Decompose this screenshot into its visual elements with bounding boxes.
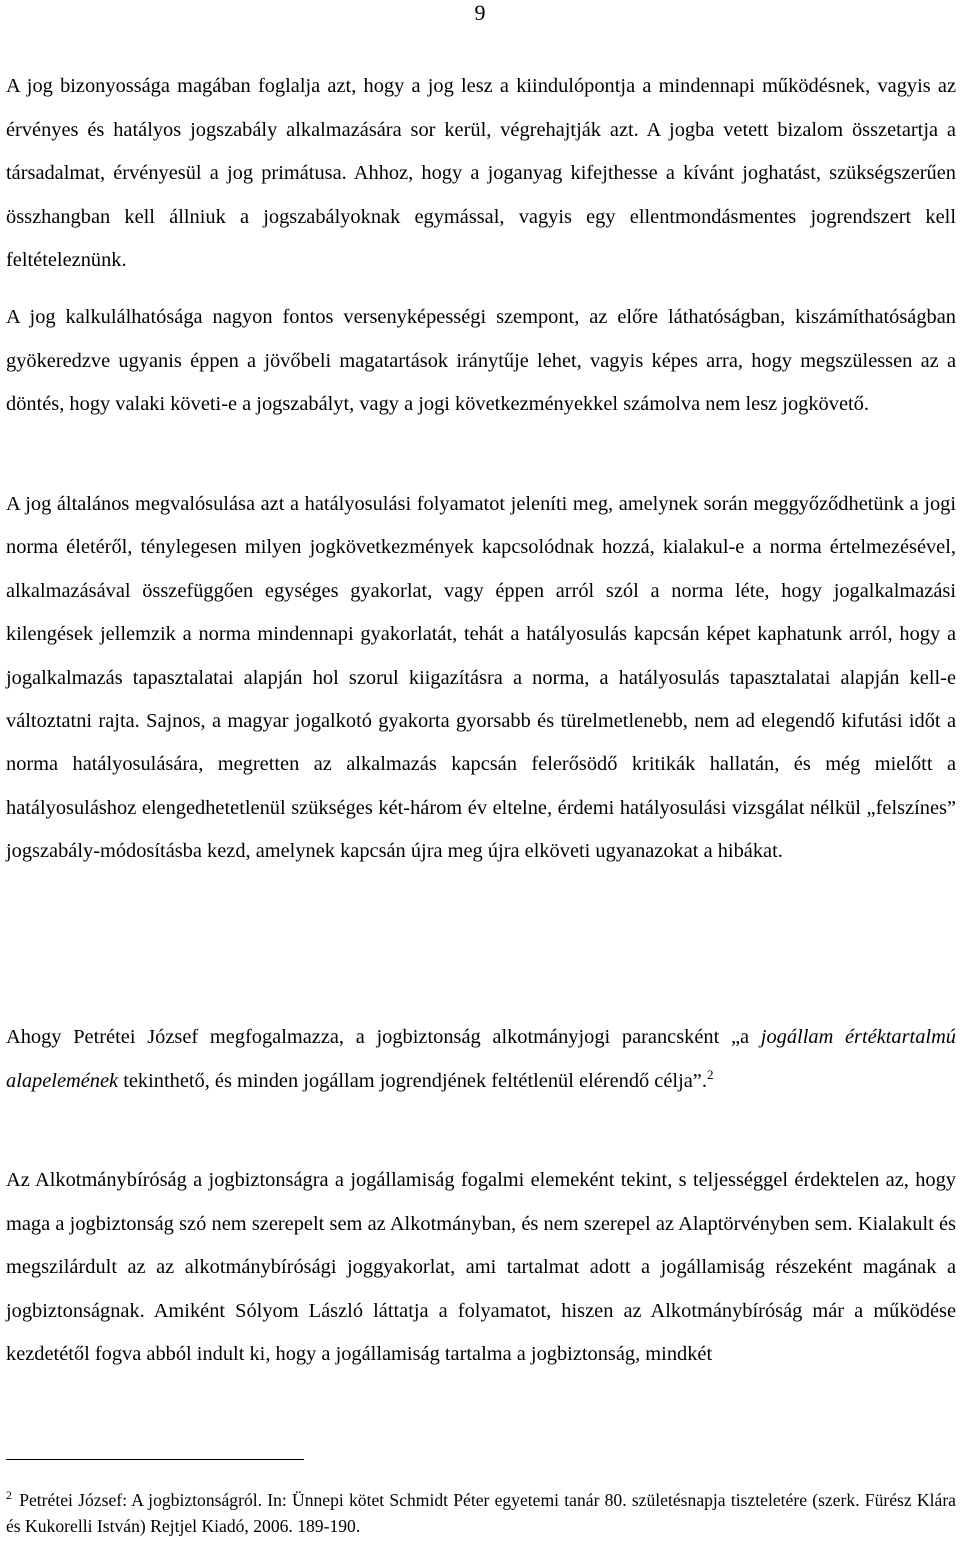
footnote <box>6 1487 956 1539</box>
footnote-text: Petrétei József: A jogbiztonságról. In: Ünnepi kötet Schmidt Péter egyetemi tanár 80. születésnapja tiszteletére (szerk. Fürész Klára és Kukorelli István) Rejtjel Kiadó, 2006. 189-190. <box>6 1490 956 1536</box>
footnote-reference[interactable]: 2 <box>706 1066 714 1082</box>
footnote-separator <box>6 1459 304 1460</box>
paragraph-general-realization: A jog általános megvalósulása azt a hatályosulási folyamatot jeleníti meg, amelynek során meggyőződhetünk a jogi norma életéről, ténylegesen milyen jogkövetkezmények kapcsolódnak hozzá, kialakul-e a norma értelmezésével, alkalmazásával összefüggően egységes gyakorlat, vagy éppen arról szól a norma léte, hogy jogalkalmazási kilengések jellemzik a norma mindennapi gyakorlatát, tehát a hatályosulás kapcsán képet kaphatunk arról, hogy a jogalkalmazás tapasztalatai alapján hol szorul kiigazításra a norma, a hatályosulás tapasztalatai alapján kell-e változtatni rajta. Sajnos, a magyar jogalkotó gyakorta gyorsabb és türelmetlenebb, nem ad elegendő kifutási időt a norma hatályosulására, megretten az alkalmazás kapcsán felerősödő kritikák hallatán, és még mielőtt a hatályosuláshoz elengedhetetlenül szükséges két-három év eltelne, érdemi hatályosulási vizsgálat nélkül „felszínes” jogszabály-módosításba kezd, amelynek kapcsán újra meg újra elköveti ugyanazokat a hibákat. <box>6 493 956 863</box>
quote-italic-text: jogállam értéktartalmú alapelemének <box>6 1026 956 1092</box>
quote-tail-text: tekinthető, és minden jogállam jogrendjének feltétlenül elérendő célja”. <box>118 1069 707 1092</box>
footnote-number: 2 <box>6 1488 12 1503</box>
paragraph-calculability: A jog kalkulálhatósága nagyon fontos versenyképességi szempont, az előre láthatóságban, kiszámíthatóságban gyökeredzve ugyanis éppen a jövőbeli magatartások iránytűje lehet, vagyis képes arra, hogy megszülessen az a döntés, hogy valaki követi-e a jogszabályt, vagy a jogi következményekkel számolva nem lesz jogkövető. <box>6 306 956 416</box>
quote-lead-text: Ahogy Petrétei József megfogalmazza, a jogbiztonság alkotmányjogi parancsként „a <box>6 1026 761 1048</box>
page-number: 9 <box>474 0 486 25</box>
paragraph-legal-certainty: A jog bizonyossága magában foglalja azt, hogy a jog lesz a kiindulópontja a mindennapi működésnek, vagyis az érvényes és hatályos jogszabály alkalmazására sor kerül, végrehajtják azt. A jogba vetett bizalom összetartja a társadalmat, érvényesül a jog primátusa. Ahhoz, hogy a joganyag kifejthesse a kívánt joghatást, szükségszerűen összhangban kell állniuk a jogszabályoknak egymással, vagyis egy ellentmondásmentes jogrendszert kell feltételeznünk. <box>6 75 956 272</box>
paragraph-petretei-quote <box>6 1016 956 1103</box>
paragraph-constitutional-court: Az Alkotmánybíróság a jogbiztonságra a jogállamiság fogalmi elemeként tekint, s teljességgel érdektelen az, hogy maga a jogbiztonság szó nem szerepelt sem az Alkotmányban, és nem szerepel az Alaptörvényben sem. Kialakult és megszilárdult az az alkotmánybírósági joggyakorlat, ami tartalmat adott a jogállamiság részeként magának a jogbiztonságnak. Amiként Sólyom László láttatja a folyamatot, hiszen az Alkotmánybíróság már a működése kezdetétől fogva abból indult ki, hogy a jogállamiság tartalma a jogbiztonság, mindkét <box>6 1169 956 1366</box>
